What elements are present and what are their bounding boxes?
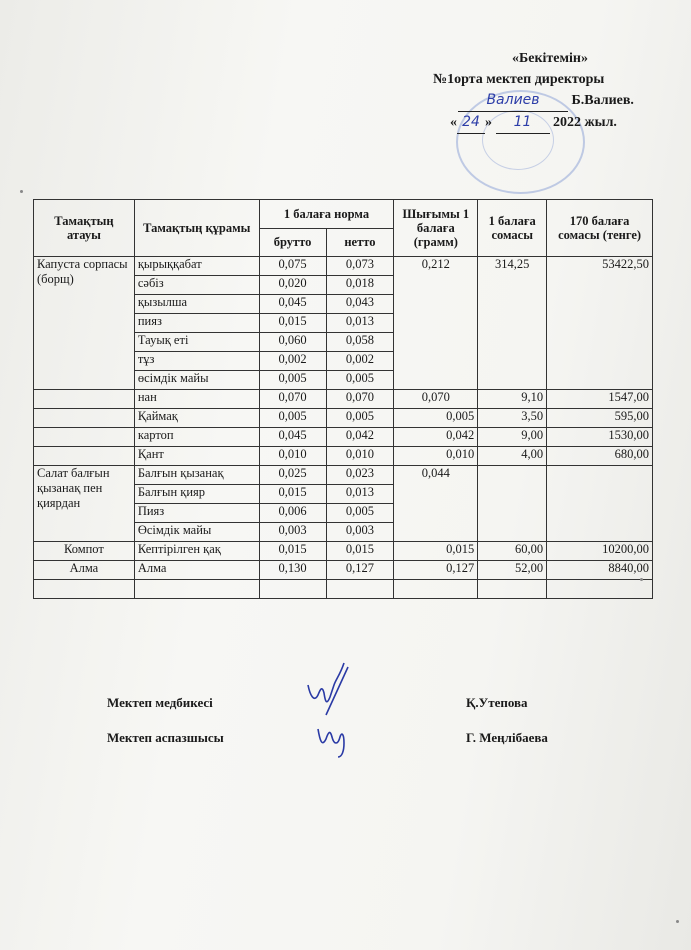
- dish-apple-name: Алма: [34, 561, 135, 580]
- approval-date: « 24 » 11 2022 жыл.: [450, 112, 640, 134]
- ingredient-name: Қант: [134, 447, 259, 466]
- empty-cell: [34, 580, 135, 599]
- table-row-empty: [34, 580, 653, 599]
- brutto-value: 0,005: [259, 371, 326, 390]
- dish-salad-yield: 0,044: [394, 466, 478, 542]
- netto-value: 0,015: [326, 542, 394, 561]
- netto-value: 0,018: [326, 276, 394, 295]
- ingredient-name: тұз: [134, 352, 259, 371]
- header-dish-name: Тамақтың атауы: [34, 200, 135, 257]
- netto-value: 0,013: [326, 314, 394, 333]
- empty-cell: [547, 580, 653, 599]
- nurse-name: Қ.Утепова: [466, 695, 528, 710]
- ingredient-name: нан: [134, 390, 259, 409]
- cost-170-value: 1547,00: [547, 390, 653, 409]
- empty-cell: [259, 580, 326, 599]
- dish-salad-cost-one: [478, 466, 547, 542]
- table-row: [34, 542, 653, 561]
- yield-value: 0,127: [394, 561, 478, 580]
- dish-borsch-yield: 0,212: [394, 257, 478, 390]
- ingredient-name: сәбіз: [134, 276, 259, 295]
- header-cost-one: 1 балаға сомасы: [478, 200, 547, 257]
- ingredient-name: Өсімдік майы: [134, 523, 259, 542]
- approval-block: [400, 48, 640, 134]
- ingredient-name: қызылша: [134, 295, 259, 314]
- dish-borsch-cost-one: 314,25: [478, 257, 547, 390]
- empty-dish-cell: [34, 409, 135, 428]
- ingredient-name: Пияз: [134, 504, 259, 523]
- header-row-1: [34, 200, 653, 229]
- cost-one-value: 4,00: [478, 447, 547, 466]
- netto-value: 0,005: [326, 371, 394, 390]
- brutto-value: 0,002: [259, 352, 326, 371]
- ingredient-name: Балғын қызанақ: [134, 466, 259, 485]
- header-brutto: брутто: [259, 228, 326, 257]
- ingredient-name: Кептірілген қақ: [134, 542, 259, 561]
- table-row: [34, 447, 653, 466]
- empty-dish-cell: [34, 447, 135, 466]
- empty-cell: [478, 580, 547, 599]
- ingredient-name: Қаймақ: [134, 409, 259, 428]
- netto-value: 0,070: [326, 390, 394, 409]
- brutto-value: 0,045: [259, 428, 326, 447]
- approval-title: «Бекітемін»: [511, 51, 588, 66]
- approval-position: №1орта мектеп директоры: [433, 72, 605, 87]
- netto-value: 0,073: [326, 257, 394, 276]
- cost-one-value: 60,00: [478, 542, 547, 561]
- director-name: Б.Валиев.: [571, 93, 634, 108]
- table-row: [34, 561, 653, 580]
- yield-value: 0,070: [394, 390, 478, 409]
- brutto-value: 0,130: [259, 561, 326, 580]
- brutto-value: 0,010: [259, 447, 326, 466]
- dish-salad-cost-170: [547, 466, 653, 542]
- brutto-value: 0,020: [259, 276, 326, 295]
- ingredient-name: Алма: [134, 561, 259, 580]
- ingredient-name: қырыққабат: [134, 257, 259, 276]
- cost-one-value: 9,00: [478, 428, 547, 447]
- director-signature-handwriting: Валиев: [486, 92, 540, 108]
- yield-value: 0,010: [394, 447, 478, 466]
- brutto-value: 0,045: [259, 295, 326, 314]
- yield-value: 0,005: [394, 409, 478, 428]
- cook-signature-icon: [312, 715, 362, 760]
- cost-one-value: 9,10: [478, 390, 547, 409]
- header-yield: Шығымы 1 балаға (грамм): [394, 200, 478, 257]
- brutto-value: 0,003: [259, 523, 326, 542]
- ingredient-name: Балғын қияр: [134, 485, 259, 504]
- empty-cell: [394, 580, 478, 599]
- brutto-value: 0,015: [259, 485, 326, 504]
- empty-cell: [134, 580, 259, 599]
- cook-name: Г. Меңлібаева: [466, 730, 548, 745]
- director-signature: [458, 90, 568, 112]
- empty-cell: [326, 580, 394, 599]
- brutto-value: 0,060: [259, 333, 326, 352]
- brutto-value: 0,005: [259, 409, 326, 428]
- netto-value: 0,023: [326, 466, 394, 485]
- dish-compote-name: Компот: [34, 542, 135, 561]
- ingredient-name: картоп: [134, 428, 259, 447]
- netto-value: 0,013: [326, 485, 394, 504]
- netto-value: 0,127: [326, 561, 394, 580]
- netto-value: 0,003: [326, 523, 394, 542]
- table-row: [34, 428, 653, 447]
- table-row: [34, 409, 653, 428]
- menu-table: [33, 199, 653, 599]
- cook-title: Мектеп аспазшысы: [107, 730, 224, 745]
- cost-170-value: 595,00: [547, 409, 653, 428]
- date-day: 24: [457, 112, 485, 134]
- ingredient-name: өсімдік майы: [134, 371, 259, 390]
- nurse-signature-icon: [300, 655, 360, 720]
- approval-signature-line: [458, 90, 640, 112]
- dish-salad-name: Салат балғын қызанақ пен қиярдан: [34, 466, 135, 542]
- cost-170-value: 10200,00: [547, 542, 653, 561]
- scan-speck: [20, 190, 23, 193]
- brutto-value: 0,025: [259, 466, 326, 485]
- brutto-value: 0,015: [259, 314, 326, 333]
- cost-one-value: 3,50: [478, 409, 547, 428]
- date-month: 11: [496, 112, 550, 134]
- header-norm-group: 1 балаға норма: [259, 200, 394, 229]
- table-row: [34, 466, 653, 485]
- netto-value: 0,005: [326, 504, 394, 523]
- dish-borsch-cost-170: 53422,50: [547, 257, 653, 390]
- netto-value: 0,002: [326, 352, 394, 371]
- header-composition: Тамақтың құрамы: [134, 200, 259, 257]
- cost-170-value: 1530,00: [547, 428, 653, 447]
- brutto-value: 0,075: [259, 257, 326, 276]
- cost-170-value: 680,00: [547, 447, 653, 466]
- brutto-value: 0,006: [259, 504, 326, 523]
- empty-dish-cell: [34, 428, 135, 447]
- netto-value: 0,043: [326, 295, 394, 314]
- ingredient-name: пияз: [134, 314, 259, 333]
- scan-speck: [676, 920, 679, 923]
- brutto-value: 0,070: [259, 390, 326, 409]
- ingredient-name: Тауық еті: [134, 333, 259, 352]
- yield-value: 0,015: [394, 542, 478, 561]
- netto-value: 0,010: [326, 447, 394, 466]
- header-netto: нетто: [326, 228, 394, 257]
- table-row: [34, 390, 653, 409]
- dish-borsch-name: Капуста сорпасы (борщ): [34, 257, 135, 390]
- empty-dish-cell: [34, 390, 135, 409]
- netto-value: 0,058: [326, 333, 394, 352]
- header-cost-170: 170 балаға сомасы (тенге): [547, 200, 653, 257]
- yield-value: 0,042: [394, 428, 478, 447]
- nurse-title: Мектеп медбикесі: [107, 695, 213, 710]
- scan-speck: [640, 578, 643, 581]
- cost-170-value: 8840,00: [547, 561, 653, 580]
- brutto-value: 0,015: [259, 542, 326, 561]
- date-year: 2022 жыл.: [553, 115, 617, 130]
- netto-value: 0,005: [326, 409, 394, 428]
- table-row: [34, 257, 653, 276]
- netto-value: 0,042: [326, 428, 394, 447]
- cost-one-value: 52,00: [478, 561, 547, 580]
